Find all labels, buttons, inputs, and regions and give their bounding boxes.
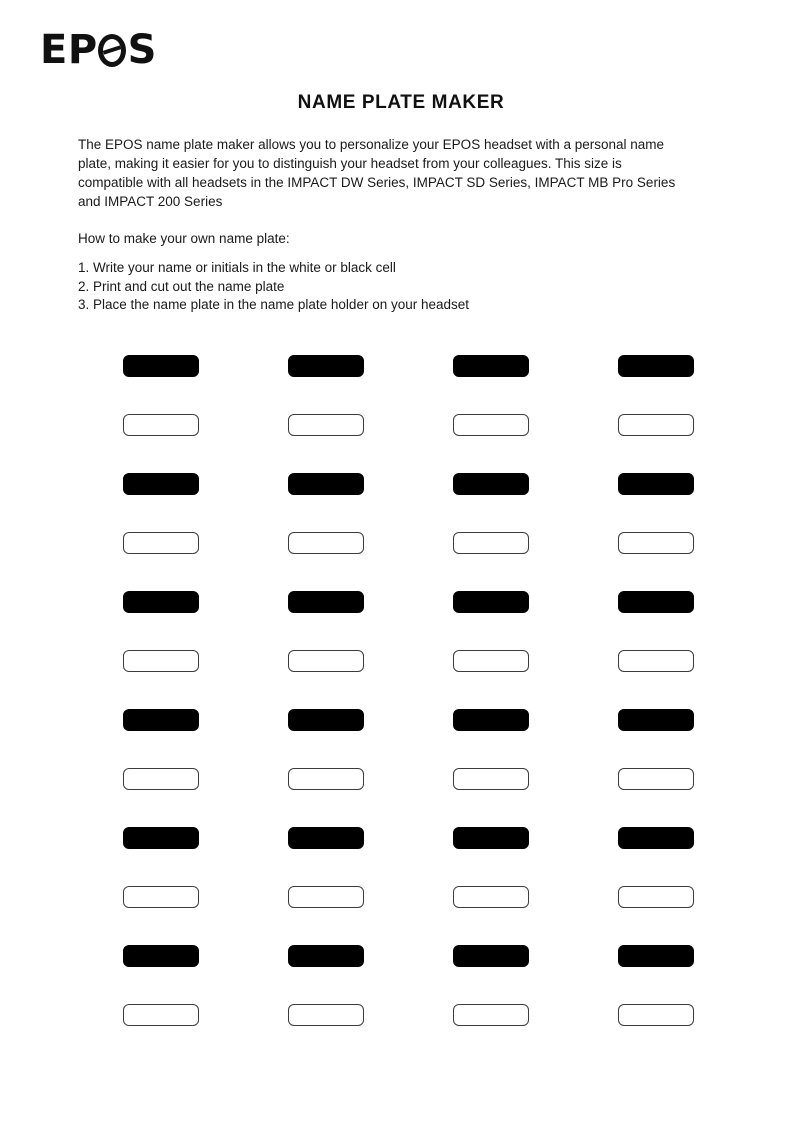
name-plate-white[interactable]: [288, 768, 364, 790]
plate-cell: [243, 650, 408, 672]
plate-row: [78, 926, 738, 985]
plate-cell: [573, 355, 738, 377]
plate-cell: [78, 473, 243, 495]
name-plate-white[interactable]: [618, 768, 694, 790]
plate-cell: [573, 827, 738, 849]
name-plate-white[interactable]: [453, 1004, 529, 1026]
plate-cell: [78, 1004, 243, 1026]
plate-row: [78, 631, 738, 690]
name-plate-black[interactable]: [453, 591, 529, 613]
name-plate-white[interactable]: [618, 414, 694, 436]
name-plate-white[interactable]: [123, 768, 199, 790]
plate-cell: [243, 827, 408, 849]
plate-cell: [408, 591, 573, 613]
plate-row: [78, 808, 738, 867]
name-plate-black[interactable]: [123, 709, 199, 731]
plate-row: [78, 395, 738, 454]
name-plate-black[interactable]: [618, 827, 694, 849]
plate-cell: [408, 945, 573, 967]
name-plate-black[interactable]: [453, 355, 529, 377]
plate-cell: [78, 414, 243, 436]
page-title: NAME PLATE MAKER: [297, 92, 505, 113]
name-plate-black[interactable]: [288, 945, 364, 967]
name-plate-white[interactable]: [123, 414, 199, 436]
plate-cell: [573, 414, 738, 436]
name-plate-black[interactable]: [618, 473, 694, 495]
name-plate-white[interactable]: [288, 414, 364, 436]
plate-cell: [243, 886, 408, 908]
plate-cell: [78, 532, 243, 554]
plate-cell: [243, 473, 408, 495]
plate-cell: [243, 768, 408, 790]
plate-cell: [573, 945, 738, 967]
plate-row: [78, 749, 738, 808]
plate-cell: [243, 355, 408, 377]
plate-cell: [408, 768, 573, 790]
howto-heading: How to make your own name plate:: [78, 231, 290, 246]
name-plate-white[interactable]: [123, 1004, 199, 1026]
plate-cell: [408, 473, 573, 495]
plate-cell: [573, 1004, 738, 1026]
name-plate-black[interactable]: [123, 827, 199, 849]
plate-cell: [243, 532, 408, 554]
name-plate-white[interactable]: [288, 1004, 364, 1026]
plate-row: [78, 513, 738, 572]
name-plate-black[interactable]: [288, 709, 364, 731]
plate-row: [78, 985, 738, 1044]
plate-cell: [573, 473, 738, 495]
howto-steps: [78, 259, 683, 315]
name-plate-white[interactable]: [288, 886, 364, 908]
name-plate-black[interactable]: [618, 945, 694, 967]
plate-cell: [243, 709, 408, 731]
plate-cell: [408, 886, 573, 908]
plate-cell: [78, 591, 243, 613]
plate-cell: [78, 827, 243, 849]
plate-row: [78, 572, 738, 631]
plate-cell: [243, 414, 408, 436]
plate-cell: [573, 886, 738, 908]
name-plate-white[interactable]: [453, 886, 529, 908]
plate-cell: [78, 945, 243, 967]
step-1: 1. Write your name or initials in the white or black cell: [78, 260, 396, 275]
name-plate-white[interactable]: [288, 650, 364, 672]
name-plate-black[interactable]: [618, 355, 694, 377]
plate-cell: [408, 650, 573, 672]
name-plate-white[interactable]: [453, 768, 529, 790]
name-plate-black[interactable]: [618, 709, 694, 731]
name-plate-white[interactable]: [618, 532, 694, 554]
plate-cell: [408, 532, 573, 554]
plate-cell: [573, 650, 738, 672]
plate-cell: [78, 768, 243, 790]
plate-row: [78, 454, 738, 513]
name-plate-white[interactable]: [453, 650, 529, 672]
plate-cell: [243, 1004, 408, 1026]
plate-cell: [78, 650, 243, 672]
step-3: 3. Place the name plate in the name plate holder on your headset: [78, 297, 470, 312]
name-plate-white[interactable]: [123, 650, 199, 672]
name-plate-black[interactable]: [453, 945, 529, 967]
plate-cell: [408, 709, 573, 731]
plate-cell: [408, 355, 573, 377]
name-plate-black[interactable]: [453, 709, 529, 731]
name-plate-black[interactable]: [618, 591, 694, 613]
plate-row: [78, 867, 738, 926]
plate-cell: [408, 414, 573, 436]
name-plate-black[interactable]: [123, 945, 199, 967]
theta-o-glyph-icon: [98, 31, 128, 69]
plate-cell: [573, 532, 738, 554]
intro-paragraph: The EPOS name plate maker allows you to personalize your EPOS headset with a personal name plate, making it easier for you to distinguish your headset from your colleagues. This size is compatible with all headsets in the IMPACT DW Series, IMPACT SD Series, IMPACT MB Pro Series and IMPACT 200 Series: [78, 137, 676, 209]
plate-cell: [573, 709, 738, 731]
name-plate-grid: [78, 336, 738, 1044]
plate-cell: [408, 1004, 573, 1026]
name-plate-black[interactable]: [288, 591, 364, 613]
name-plate-white[interactable]: [618, 650, 694, 672]
name-plate-white[interactable]: [123, 886, 199, 908]
plate-cell: [78, 709, 243, 731]
plate-cell: [243, 945, 408, 967]
name-plate-black[interactable]: [288, 355, 364, 377]
name-plate-white[interactable]: [453, 414, 529, 436]
name-plate-black[interactable]: [123, 473, 199, 495]
plate-cell: [408, 827, 573, 849]
name-plate-white[interactable]: [618, 1004, 694, 1026]
name-plate-black[interactable]: [288, 827, 364, 849]
name-plate-black[interactable]: [123, 591, 199, 613]
name-plate-black[interactable]: [453, 827, 529, 849]
name-plate-white[interactable]: [123, 532, 199, 554]
name-plate-black[interactable]: [123, 355, 199, 377]
plate-row: [78, 690, 738, 749]
plate-row: [78, 336, 738, 395]
plate-cell: [573, 768, 738, 790]
plate-cell: [573, 591, 738, 613]
logo-text-before: EP: [40, 27, 98, 73]
plate-cell: [243, 591, 408, 613]
name-plate-white[interactable]: [453, 532, 529, 554]
name-plate-white[interactable]: [618, 886, 694, 908]
name-plate-black[interactable]: [453, 473, 529, 495]
name-plate-white[interactable]: [288, 532, 364, 554]
epos-logo: [40, 27, 157, 73]
logo-text-after: S: [127, 27, 157, 73]
plate-cell: [78, 355, 243, 377]
name-plate-black[interactable]: [288, 473, 364, 495]
plate-cell: [78, 886, 243, 908]
step-2: 2. Print and cut out the name plate: [78, 278, 285, 294]
